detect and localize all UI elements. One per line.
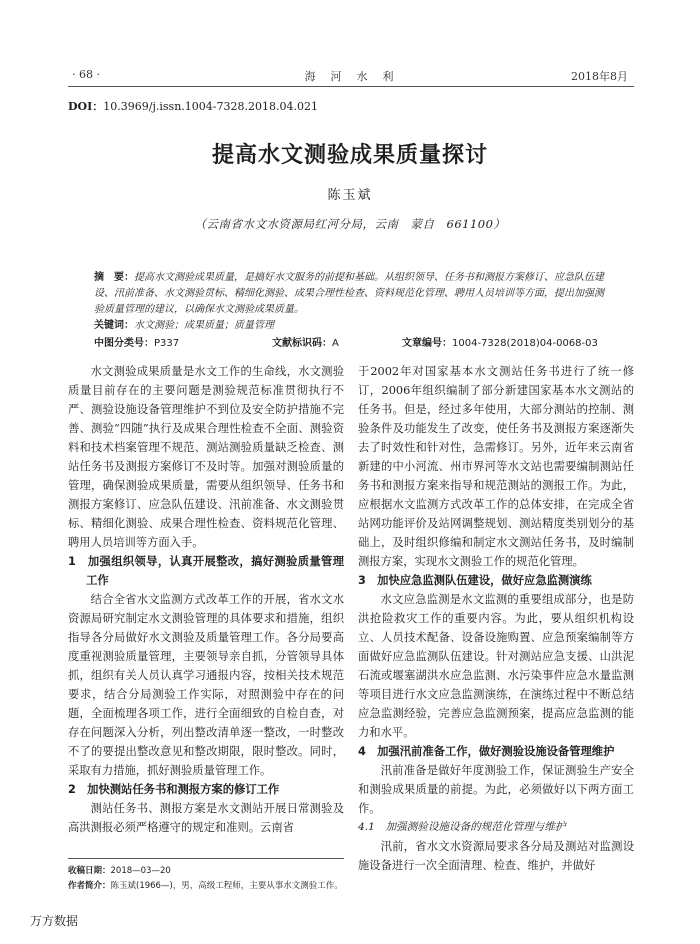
section-1-heading: 1 加强组织领导，认真开展整改，搞好测验质量管理工作 [68, 555, 344, 587]
intro-paragraph: 水文测验成果质量是水文工作的生命线，水文测验质量目前存在的主要问题是测验规范标准贯彻执行不严、测验设施设备管理维护不到位及安全防护措施不完善、测验“四随”执行及成果合理性检查不全面、测验资料和技术档案管理不规范、测站测验质量缺乏检查、测站任务书及测报方案修订不及时等。加强对测验质量的管理，确保测验成果质量，需要从组织领导、任务书和测报方案修订、应急队伍建设、汛前准备、水文测验贯标、精细化测验、成果合理性检查、资料规范化管理、聘用人员培训等方面入手。 [68, 365, 344, 549]
section-3-heading: 3 加快应急监测队伍建设，做好应急监测演练 [358, 574, 592, 587]
bio-value: 陈玉斌(1966—)，男，高级工程师，主要从事水文测验工作。 [110, 881, 343, 891]
doc-code-label: 文献标识码： [272, 338, 332, 349]
keywords-label: 关键词： [94, 320, 134, 331]
keywords-text: 水文测验；成果质量；质量管理 [134, 320, 274, 331]
section-4-paragraph: 汛前准备是做好年度测验工作，保证测验生产安全和测验成果质量的前提。为此，必须做好以下两方面工作。 [358, 764, 634, 815]
left-column [68, 362, 344, 837]
right-column [358, 362, 634, 875]
abstract-label: 摘 要： [94, 272, 134, 283]
section-1-paragraph: 结合全省水文监测方式改革工作的开展，省水文水资源局研究制定水文测验管理的具体要求和措施，组织指导各分局做好水文测验及质量管理工作。各分局要高度重视测验质量管理，主要领导亲自抓，分管领导具体抓，组织有关人员认真学习通报内容，按相关技术规范要求，结合分局测验工作实际，对照测验中存在的问题，全面梳理各项工作，进行全面细致的自检自查，对存在问题深入分析，列出整改清单逐一整改，一时整改不了的要提出整改意见和整改期限，限时整改。同时，采取有力措施，抓好测验质量管理工作。 [68, 593, 344, 777]
doi-line [68, 98, 318, 114]
section-4-1-paragraph: 汛前，省水文水资源局要求各分局及测站对监测设施设备进行一次全面清理、检查、维护，并做好 [358, 840, 634, 872]
classification [94, 334, 179, 349]
abstract-text: 提高水文测验成果质量，是搞好水文服务的前提和基础。从组织领导、任务书和测报方案修订、应急队伍建设、汛前准备、水文测验贯标、精细化测验、成果合理性检查、资料规范化管理、聘用人员培训等方面，提出加强测验质量管理的建议，以确保水文测验成果质量。 [94, 272, 604, 315]
footnote-rule [68, 858, 344, 859]
article-no-label: 文章编号： [402, 338, 452, 349]
issue-date: 2018年8月 [571, 70, 628, 83]
author-affiliation: （云南省水文水资源局红河分局，云南 蒙自 661100） [194, 217, 506, 231]
page-number: · 68 · [72, 68, 100, 81]
article-title: 提高水文测验成果质量探讨 [211, 143, 488, 168]
document-code [272, 334, 339, 349]
author-name: 陈玉斌 [327, 188, 373, 203]
header-rule [68, 86, 634, 87]
classification-value: P337 [154, 338, 180, 349]
article-number [402, 334, 598, 349]
section-2-paragraph: 测站任务书、测报方案是水文测站开展日常测验及高洪测报必须严格遵守的规定和准则。云南省 [68, 802, 344, 834]
doi-value[interactable]: 10.3969/j.issn.1004-7328.2018.04.021 [103, 100, 318, 113]
wanfang-watermark: 万方数据 [30, 914, 79, 928]
classification-label: 中图分类号： [94, 338, 154, 349]
received-date [68, 864, 358, 878]
bio-label: 作者简介： [68, 881, 111, 891]
abstract [94, 270, 608, 334]
section-3-paragraph: 水文应急监测是水文监测的重要组成部分，也是防洪抢险救灾工作的重要内容。为此，要从组织机构设立、人员技术配备、设备设施购置、应急预案编制等方面做好应急监测队伍建设。针对测站应急支援、山洪泥石流或堰塞湖洪水应急监测、水污染事件应急水量监测等项目进行水文应急监测演练，在演练过程中不断总结应急监测经验，完善应急监测预案，提高应急监测的能力和水平。 [358, 593, 634, 739]
section-2-continued: 于2002年对国家基本水文测站任务书进行了统一修订，2006年组织编制了部分新建国家基本水文测站的任务书。但是，经过多年使用，大部分测站的控制、测验条件及功能发生了改变，使任务书及测报方案逐渐失去了时效性和针对性，急需修订。另外，近年来云南省新建的中小河流、州市界河等水文站也需要编制测站任务书和测报方案来指导和规范测站的测报工作。为此，应根据水文监测方式改革工作的总体安排，在完成全省站网功能评价及站网调整规划、测站精度类别划分的基础上，及时组织修编和制定水文测站任务书，及时编制测报方案，实现水文测验工作的规范化管理。 [358, 365, 634, 568]
section-4-1-heading: 4.1 加强测验设施设备的规范化管理与维护 [358, 821, 566, 833]
received-label: 收稿日期： [68, 866, 111, 876]
doi-label: DOI： [68, 100, 104, 113]
section-2-heading: 2 加快测站任务书和测报方案的修订工作 [68, 783, 280, 796]
received-value: 2018—03—20 [110, 866, 171, 876]
doc-code-value: A [332, 338, 339, 349]
journal-name: 海 河 水 利 [304, 70, 396, 83]
article-no-value: 1004-7328(2018)04-0068-03 [452, 338, 598, 349]
section-4-heading: 4 加强汛前准备工作，做好测验设施设备管理维护 [358, 745, 615, 758]
author-bio [68, 879, 358, 893]
